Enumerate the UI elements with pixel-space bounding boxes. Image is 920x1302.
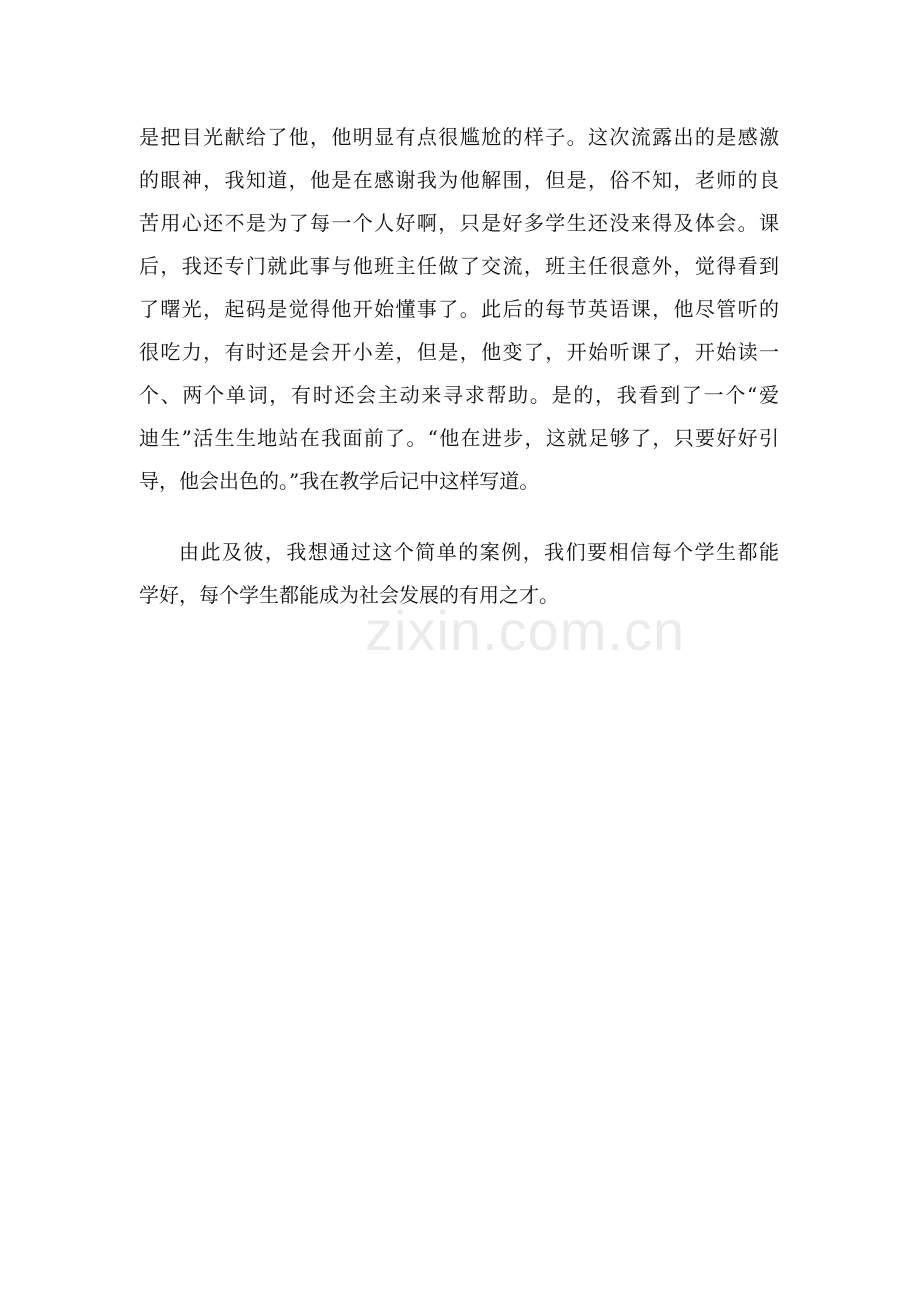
text-line: 学好，每个学生都能成为社会发展的有用之才。 xyxy=(139,583,559,607)
text-line: 后，我还专门就此事与他班主任做了交流，班主任很意外，觉得看到 xyxy=(139,254,779,278)
document-body xyxy=(139,116,779,617)
text-line: 迪生”活生生地站在我面前了。“他在进步，这就足够了，只要好好引 xyxy=(139,426,779,450)
text-line: 苦用心还不是为了每一个人好啊，只是好多学生还没来得及体会。课 xyxy=(139,211,779,235)
watermark-text: zixin.com.cn xyxy=(365,599,686,662)
text-line: 的眼神，我知道，他是在感谢我为他解围，但是，俗不知，老师的良 xyxy=(139,168,779,192)
text-line: 由此及彼，我想通过这个简单的案例，我们要相信每个学生都能 xyxy=(179,540,779,564)
text-line: 了曙光，起码是觉得他开始懂事了。此后的每节英语课，他尽管听的 xyxy=(139,297,779,321)
paragraph-2 xyxy=(139,531,779,617)
text-line: 个、两个单词，有时还会主动来寻求帮助。是的，我看到了一个“爱 xyxy=(139,383,779,407)
text-line: 是把目光献给了他，他明显有点很尴尬的样子。这次流露出的是感激 xyxy=(139,125,779,149)
text-line: 很吃力，有时还是会开小差，但是，他变了，开始听课了，开始读一 xyxy=(139,340,779,364)
text-line: 导，他会出色的。”我在教学后记中这样写道。 xyxy=(139,469,540,493)
paragraph-1 xyxy=(139,116,779,503)
